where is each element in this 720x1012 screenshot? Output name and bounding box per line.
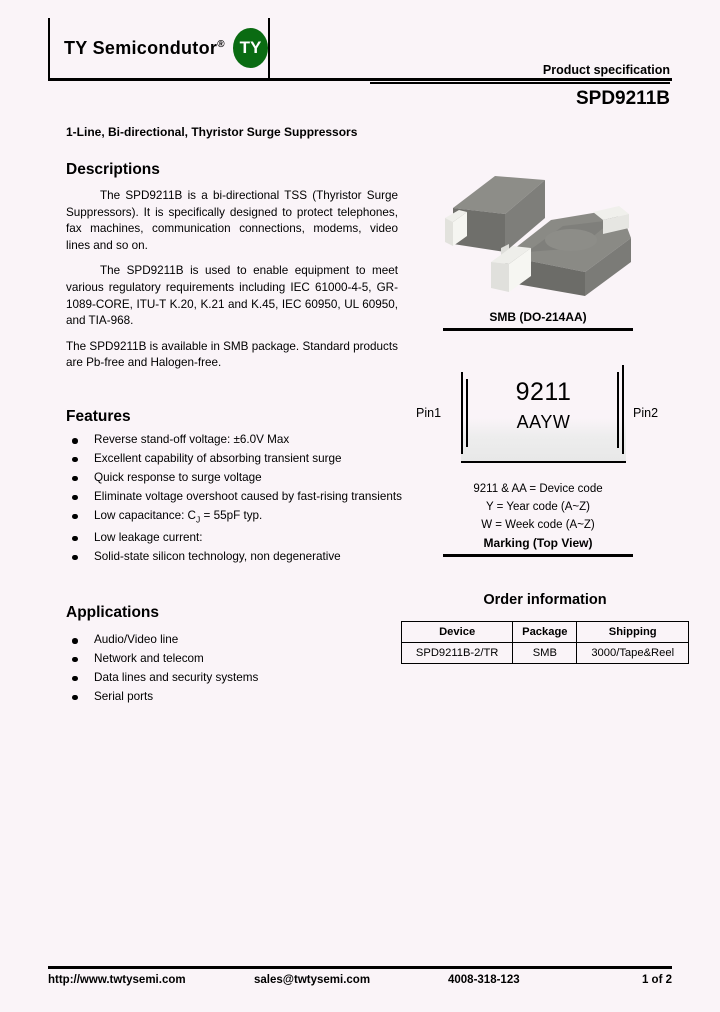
ty-logo-icon: TY [233,28,268,68]
footer [48,974,672,992]
package-photo [443,160,643,305]
column-header-package: Package [513,622,577,643]
list-item: Excellent capability of absorbing transient surge [66,451,406,467]
column-header-device: Device [402,622,513,643]
list-item-capacitance [66,508,406,528]
column-header-shipping: Shipping [577,622,689,643]
list-item: Low leakage current: [66,530,406,546]
footer-divider [48,966,672,969]
applications-heading: Applications [66,604,160,621]
pin1-label: Pin1 [416,406,442,420]
descriptions-heading: Descriptions [66,161,160,178]
cell-package: SMB [513,643,577,664]
footer-website-link[interactable]: http://www.twtysemi.com [48,974,186,986]
descriptions-body [66,188,398,381]
document-subtitle: 1-Line, Bi-directional, Thyristor Surge Suppressors [66,125,358,139]
package-name-label: SMB (DO-214AA) [489,310,587,324]
table-row [402,643,689,664]
list-item: Data lines and security systems [66,670,406,686]
marking-diagram [408,360,668,472]
footer-email-link[interactable]: sales@twtysemi.com [254,974,371,986]
applications-list [66,632,406,708]
cell-device: SPD9211B-2/TR [402,643,513,664]
list-item: Solid-state silicon technology, non degenerative [66,549,406,565]
legend-line-2: Y = Year code (A~Z) [486,501,590,513]
capacitance-value: = 55pF typ. [200,508,263,522]
marking-legend [443,480,633,534]
legend-line-1: 9211 & AA = Device code [473,483,603,495]
package-label-divider [443,328,633,331]
product-specification-label: Product specification [542,63,670,77]
company-logo-box [48,18,270,78]
order-information-table [401,621,689,664]
capacitance-label: Low capacitance: C [94,508,196,522]
footer-page-number: 1 of 2 [641,974,672,986]
list-item: Network and telecom [66,651,406,667]
marking-divider [443,554,633,557]
order-information-heading: Order information [483,592,607,608]
cell-shipping: 3000/Tape&Reel [577,643,689,664]
list-item: Eliminate voltage overshoot caused by fast-rising transients [66,489,406,505]
part-number-title: SPD9211B [575,88,670,109]
pin2-label: Pin2 [633,406,659,420]
product-specification-divider [370,82,670,84]
description-paragraph-3: The SPD9211B is available in SMB package. Standard products are Pb-free and Halogen-free. [66,339,398,370]
smb-package-illustration [443,160,643,305]
legend-line-3: W = Week code (A~Z) [481,519,595,531]
marking-title: Marking (Top View) [483,536,593,550]
marking-line-1: 9211 [515,378,572,406]
marking-line-2: AAYW [516,412,571,432]
company-name: TY Semicondutor® [64,37,225,58]
features-list [66,432,406,568]
footer-phone: 4008-318-123 [448,974,520,986]
list-item: Serial ports [66,689,406,705]
description-paragraph-1: The SPD9211B is a bi-directional TSS (Thyristor Surge Suppressors). It is specifically designed to protect telephones, fax machines, communication connections, modems, video lines and so on. [66,189,398,252]
header-divider [48,78,672,81]
list-item: Reverse stand-off voltage: ±6.0V Max [66,432,406,448]
features-heading: Features [66,408,131,425]
table-header-row [402,622,689,643]
list-item: Audio/Video line [66,632,406,648]
list-item: Quick response to surge voltage [66,470,406,486]
capacitance-subscript: J [196,513,201,524]
registered-trademark-icon: ® [217,38,225,50]
description-paragraph-2: The SPD9211B is used to enable equipment to meet various regulatory requirements including IEC 61000-4-5, GR-1089-CORE, ITU-T K.20, K.21 and K.45, IEC 60950, UL 60950, and TIA-968. [66,264,398,328]
